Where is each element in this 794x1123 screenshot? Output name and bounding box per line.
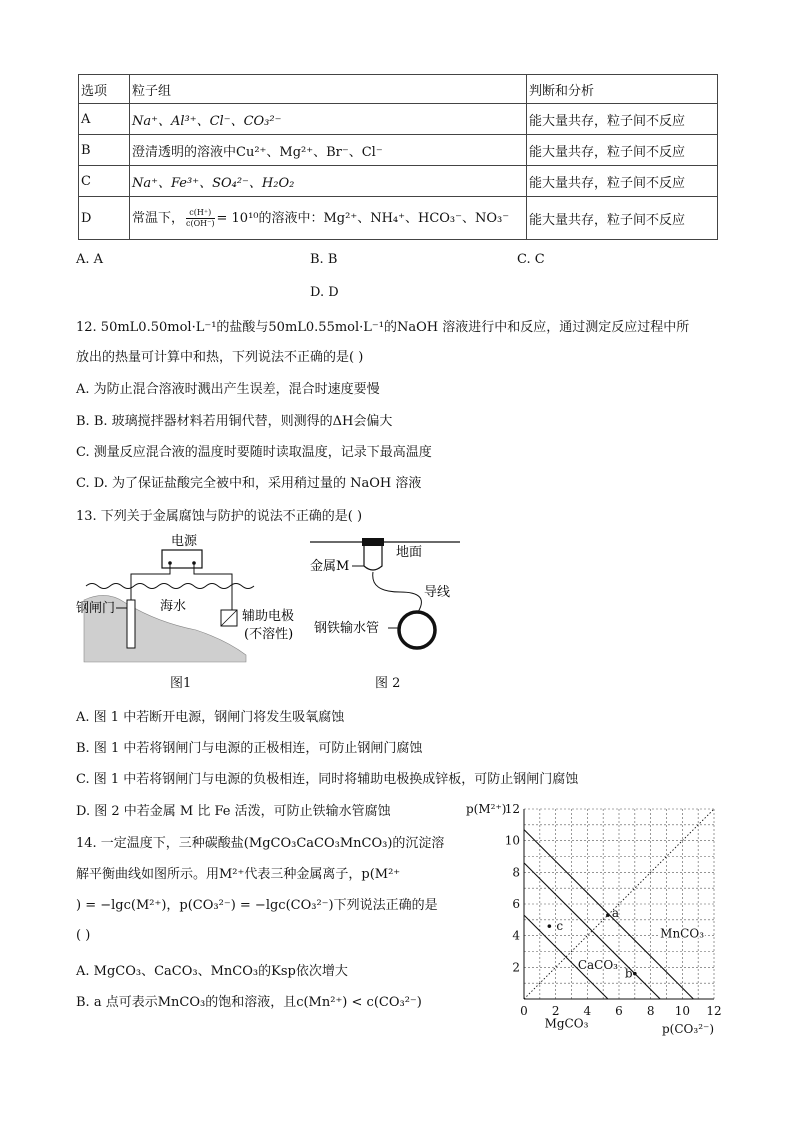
series-label: MnCO₃	[660, 926, 705, 941]
figure-1-caption: 图1	[170, 676, 192, 691]
table-row	[79, 197, 718, 240]
row-particles-prefix: 常温下，	[132, 211, 185, 226]
q13-option-d: D. 图 2 中若金属 M 比 Fe 活泼，可防止铁输水管腐蚀	[76, 804, 391, 819]
row-option: B	[79, 135, 130, 166]
data-point	[548, 924, 552, 928]
x-tick-label: 10	[674, 1004, 690, 1018]
power-label: 电源	[171, 534, 198, 549]
ground-label: 地面	[396, 545, 423, 560]
point-label: b	[624, 966, 633, 981]
q13-option-b: B. 图 1 中若将钢闸门与电源的正极相连，可防止钢闸门腐蚀	[76, 741, 423, 756]
row-option: A	[79, 104, 130, 135]
q14-stem-line4: ( )	[76, 928, 91, 943]
y-tick-label: 12	[504, 802, 520, 816]
header-particles: 粒子组	[130, 75, 527, 104]
wire-label: 导线	[424, 585, 451, 600]
aux-sublabel: (不溶性)	[244, 627, 294, 642]
q12-option-c: C. 测量反应混合液的温度时要随时读取温度，记录下最高温度	[76, 445, 432, 460]
row-particles: Na⁺、Al³⁺、Cl⁻、CO₃²⁻	[130, 104, 527, 135]
y-tick-label: 6	[512, 897, 520, 911]
x-axis-label: p(CO₃²⁻)	[662, 1022, 715, 1036]
row-particles	[130, 197, 527, 240]
metal-block	[364, 546, 382, 570]
table-row	[79, 166, 718, 197]
choice-a: A. A	[76, 252, 104, 267]
q14-stem-line1: 14. 一定温度下，三种碳酸盐(MgCO₃CaCO₃MnCO₃)的沉淀溶	[76, 836, 445, 851]
data-point	[606, 913, 610, 917]
x-tick-label: 12	[706, 1004, 722, 1018]
q14-stem-line2: 解平衡曲线如图所示。用M²⁺代表三种金属离子，p(M²⁺	[76, 867, 401, 882]
row-particles-suffix: = 10¹⁰的溶液中：Mg²⁺、NH₄⁺、HCO₃⁻、NO₃⁻	[216, 211, 510, 226]
header-analysis: 判断和分析	[527, 75, 718, 104]
y-tick-label: 10	[504, 833, 520, 848]
q13-option-a: A. 图 1 中若断开电源，钢闸门将发生吸氧腐蚀	[76, 710, 345, 725]
q12-option-b: B. B. 玻璃搅拌器材料若用铜代替，则测得的ΔH会偏大	[76, 414, 393, 429]
table-row	[79, 104, 718, 135]
row-analysis: 能大量共存，粒子间不反应	[527, 135, 718, 166]
q14-stem-line3: ) = −lgc(M²⁺)，p(CO₃²⁻) = −lgc(CO₃²⁻)下列说法正确的是	[76, 898, 438, 913]
q13-stem: 13. 下列关于金属腐蚀与防护的说法不正确的是( )	[76, 509, 363, 524]
ratio-fraction	[186, 208, 214, 229]
point-label: c	[556, 919, 564, 934]
q14-option-b: B. a 点可表示MnCO₃的饱和溶液，且c(Mn²⁺) < c(CO₃²⁻)	[76, 995, 422, 1010]
steel-gate	[127, 600, 135, 648]
x-tick-label: 4	[583, 1004, 592, 1018]
figure-2-diagram	[300, 530, 470, 662]
x-tick-label: 6	[615, 1004, 623, 1018]
row-option: D	[79, 197, 130, 240]
row-option: C	[79, 166, 130, 197]
metal-cap	[362, 538, 384, 546]
fraction-denominator: c(OH⁻)	[186, 219, 215, 228]
row-particles: 澄清透明的溶液中Cu²⁺、Mg²⁺、Br⁻、Cl⁻	[130, 135, 527, 166]
gate-label: 钢闸门	[76, 601, 116, 616]
x-tick-label: 0	[520, 1004, 528, 1018]
sea-surface	[86, 584, 254, 589]
power-box	[162, 550, 202, 568]
q12-stem-line2: 放出的热量可计算中和热，下列说法不正确的是( )	[76, 350, 364, 365]
y-tick-label: 8	[512, 865, 520, 880]
q13-option-c: C. 图 1 中若将钢闸门与电源的负极相连，同时将辅助电极换成锌板，可防止钢闸门腐蚀	[76, 772, 579, 787]
figure-2-caption: 图 2	[375, 676, 401, 691]
sea-label: 海水	[160, 599, 187, 614]
y-tick-label: 4	[512, 928, 520, 943]
data-point	[633, 972, 637, 976]
y-axis-label: p(M²⁺)	[466, 802, 507, 816]
choice-d: D. D	[310, 285, 339, 300]
row-analysis: 能大量共存，粒子间不反应	[527, 197, 718, 240]
point-label: a	[611, 906, 620, 921]
aux-label: 辅助电极	[242, 609, 295, 624]
table-row	[79, 135, 718, 166]
metal-label: 金属M	[310, 559, 350, 574]
choice-b: B. B	[310, 252, 338, 267]
x-tick-label: 8	[646, 1004, 655, 1018]
row-analysis: 能大量共存，粒子间不反应	[527, 104, 718, 135]
q12-stem-line1: 12. 50mL0.50mol·L⁻¹的盐酸与50mL0.55mol·L⁻¹的NaOH 溶液进行中和反应，通过测定反应过程中所	[76, 320, 690, 335]
fraction-numerator: c(H⁺)	[186, 208, 214, 219]
series-label: MgCO₃	[544, 1016, 589, 1031]
figure-1-diagram	[76, 530, 295, 662]
solubility-chart	[460, 800, 740, 1045]
options-table	[78, 74, 718, 240]
q12-option-a: A. 为防止混合溶液时溅出产生误差，混合时速度要慢	[76, 382, 380, 397]
water-pipe	[399, 612, 435, 648]
row-analysis: 能大量共存，粒子间不反应	[527, 166, 718, 197]
row-particles: Na⁺、Fe³⁺、SO₄²⁻、H₂O₂	[130, 166, 527, 197]
pipe-label: 钢铁输水管	[314, 621, 380, 636]
q12-option-d: C. D. 为了保证盐酸完全被中和，采用稍过量的 NaOH 溶液	[76, 476, 422, 491]
q14-option-a: A. MgCO₃、CaCO₃、MnCO₃的Ksp依次增大	[76, 964, 348, 979]
wire-right	[194, 563, 232, 610]
x-tick-label: 2	[551, 1004, 560, 1018]
table-header-row	[79, 75, 718, 104]
series-label: CaCO₃	[577, 957, 619, 972]
choice-c: C. C	[517, 252, 545, 267]
header-option: 选项	[79, 75, 130, 104]
y-tick-label: 2	[512, 960, 520, 975]
wire	[373, 572, 422, 612]
